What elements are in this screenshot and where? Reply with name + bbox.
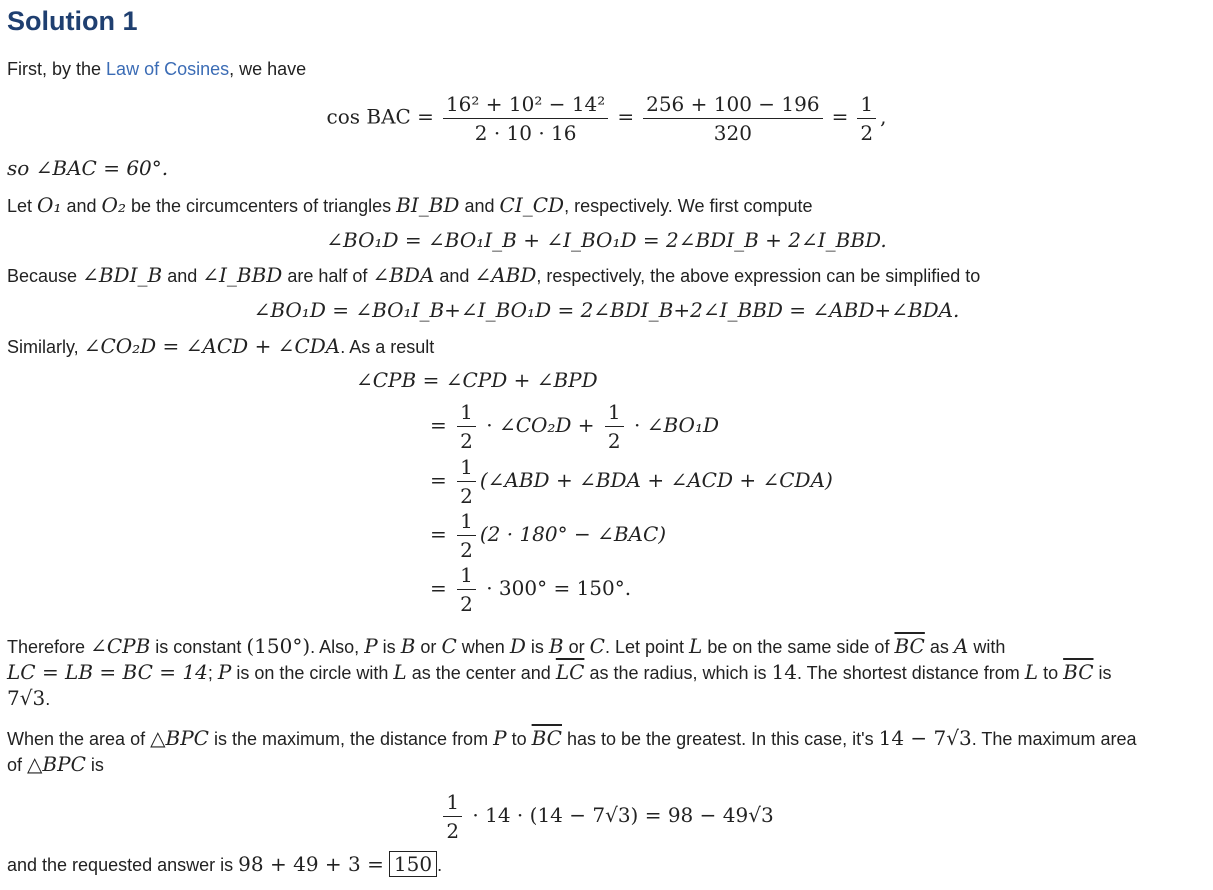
therefore-line-3 [7, 686, 50, 711]
math-span: LC = LB = BC = 14 [7, 660, 208, 684]
text-span: or [420, 637, 437, 657]
text-span: . Let point [604, 637, 685, 657]
fraction-numerator: 1 [457, 455, 476, 482]
text-span: When the area of [7, 729, 146, 749]
text-span: to [511, 729, 527, 749]
fraction-denominator: 2 [860, 121, 874, 145]
math-span: $\overline{BC}$ [1063, 660, 1094, 684]
math-span: O₂ [101, 193, 126, 217]
text-span: Let [7, 196, 33, 216]
text-span: or [568, 637, 585, 657]
equals-sign: = [430, 522, 447, 546]
text-span: is on the circle with [236, 663, 389, 683]
math-span: · 300° = 150°. [486, 576, 632, 600]
text-span: is the maximum, the distance from [213, 729, 489, 749]
fraction-numerator: 1 [443, 790, 462, 817]
math-span: (2 · 180° − ∠BAC) [479, 522, 667, 546]
math-span: 7√3 [7, 686, 46, 710]
math-span: A [953, 634, 969, 658]
text-span: is [1098, 663, 1112, 683]
max-area-line-1 [7, 726, 1136, 751]
text-span: when [461, 637, 505, 657]
math-span: P [364, 634, 378, 658]
text-span: of [7, 755, 23, 775]
math-span: △BPC [27, 752, 86, 776]
half-fraction [605, 400, 624, 453]
math-span: L [1024, 660, 1039, 684]
math-span: D [509, 634, 526, 658]
text-span: , respectively, the above expression can be simplified to [536, 266, 981, 286]
therefore-line-1 [7, 634, 1005, 659]
text-span: . The shortest distance from [797, 663, 1020, 683]
align-row-3 [430, 509, 666, 562]
fraction-numerator: 1 [457, 400, 476, 427]
fraction-denominator: 2 [460, 429, 473, 453]
align-row-4 [430, 563, 631, 616]
math-span: B [400, 634, 416, 658]
text-span: . Also, [310, 637, 360, 657]
math-span: L [689, 634, 703, 658]
text-span: has to be the greatest. In this case, it's [567, 729, 874, 749]
align-row-1: = $\frac{1}{2}$ · ∠CO₂D + $\frac{1}{2}$ · ∠BO₁D [430, 400, 720, 453]
math-span: $\overline{BC}$ [894, 634, 925, 658]
fraction-denominator: 2 [607, 429, 621, 453]
circumcenter-line [7, 193, 813, 218]
text-span: and the requested answer is [7, 855, 234, 875]
equals-sign: = [430, 413, 447, 437]
text-span: and [167, 266, 198, 286]
text-span: to [1043, 663, 1059, 683]
math-span: L [393, 660, 407, 684]
math-span: O₁ [37, 193, 62, 217]
text-span: , respectively. We first compute [564, 196, 813, 216]
math-span: $\overline{LC}$ [555, 660, 585, 684]
text-span: are half of [287, 266, 368, 286]
similarly-line [7, 334, 434, 359]
angle-equation-3: ∠BO₁D = ∠BO₁I_B+∠I_BO₁D = 2∠BDI_B+2∠I_BBD = ∠ABD+∠BDA. [253, 298, 960, 322]
math-span: C [441, 634, 457, 658]
fraction-numerator: 256 + 100 − 196 [643, 92, 822, 119]
math-span: (150°) [246, 634, 311, 658]
fraction-numerator: 1 [605, 400, 624, 427]
math-span: (∠ABD + ∠BDA + ∠ACD + ∠CDA) [479, 468, 833, 492]
equals-sign: = [831, 104, 849, 129]
equals-sign: = [430, 576, 447, 600]
fraction-denominator: 2 [460, 484, 473, 508]
text-span: is constant [155, 637, 242, 657]
text-span: . [437, 855, 443, 875]
half-fraction [457, 455, 476, 508]
fraction-denominator: 2 · 10 · 16 [474, 121, 577, 145]
solution-heading: Solution 1 [7, 6, 138, 36]
half-fraction [457, 563, 476, 616]
text-span: be on the same side of [707, 637, 890, 657]
text-span: and [66, 196, 97, 216]
math-span: ∠ABD [474, 263, 537, 287]
equals-sign: = [430, 468, 447, 492]
math-span: ∠CO₂D + [498, 413, 595, 437]
math-span: C [589, 634, 605, 658]
text-span: as the radius, which is [589, 663, 767, 683]
law-of-cosines-link[interactable]: Law of Cosines [106, 59, 230, 79]
math-span: BI_BD [396, 193, 460, 217]
math-span: ∠CO₂D = ∠ACD + ∠CDA [83, 334, 341, 358]
text-span: as the center and [411, 663, 551, 683]
equation-comma: , [880, 104, 887, 129]
math-span: P [493, 726, 507, 750]
math-span: ∠I_BBD [202, 263, 283, 287]
angle-equation-2: ∠BO₁D = ∠BO₁I_B + ∠I_BO₁D = 2∠BDI_B + 2∠I_BBD. [326, 228, 887, 252]
intro-prefix: First, by the [7, 59, 102, 79]
cosine-fraction-2 [643, 92, 822, 145]
cosine-lhs: cos BAC = [326, 104, 434, 129]
text-span: is [90, 755, 104, 775]
math-span: 14 − 7√3 [878, 726, 972, 750]
text-span: . The maximum area [971, 729, 1137, 749]
half-fraction [457, 509, 476, 562]
text-span: with [973, 637, 1006, 657]
fraction-denominator: 2 [446, 819, 460, 843]
therefore-line-2 [7, 660, 1112, 685]
intro-suffix: , we have [229, 59, 307, 79]
cosine-equation [0, 92, 1213, 145]
half-fraction [443, 790, 462, 843]
math-span: 14 [771, 660, 797, 684]
answer-line [7, 852, 442, 877]
text-span: . [45, 689, 51, 709]
math-span: $\overline{BC}$ [531, 726, 562, 750]
math-span: △BPC [150, 726, 209, 750]
cosine-fraction-1 [443, 92, 608, 145]
fraction-numerator: 1 [457, 509, 476, 536]
fraction-denominator: 320 [713, 121, 752, 145]
max-area-equation [0, 790, 1213, 843]
because-line [7, 263, 980, 288]
half-fraction [457, 400, 476, 453]
fraction-denominator: 2 [460, 592, 473, 616]
align-row-0: ∠CPB = ∠CPD + ∠BPD [356, 368, 598, 392]
math-span: 98 + 49 + 3 = [238, 852, 384, 876]
math-span: ∠BDI_B [82, 263, 163, 287]
angle-result-line: so ∠BAC = 60°. [7, 156, 169, 180]
fraction-denominator: 2 [460, 538, 473, 562]
text-span: be the circumcenters of triangles [130, 196, 392, 216]
math-span: ∠CPB [90, 634, 151, 658]
cosine-fraction-3 [857, 92, 876, 145]
align-row-2 [430, 455, 833, 508]
text-span: Because [7, 266, 78, 286]
text-span: is [382, 637, 396, 657]
text-span: as [929, 637, 949, 657]
intro-line [7, 57, 306, 81]
math-span: CI_CD [499, 193, 565, 217]
fraction-numerator: 1 [857, 92, 876, 119]
fraction-numerator: 1 [457, 563, 476, 590]
equals-sign: = [617, 104, 635, 129]
text-span: ; [207, 663, 213, 683]
fraction-numerator: 16² + 10² − 14² [443, 92, 608, 119]
text-span: Therefore [7, 637, 86, 657]
boxed-answer: 150 [389, 851, 437, 877]
math-span: ∠BO₁D [646, 413, 720, 437]
math-span: · 14 · (14 − 7√3) = 98 − 49√3 [472, 803, 774, 827]
text-span: and [464, 196, 495, 216]
text-span: Similarly, [7, 337, 79, 357]
text-span: and [439, 266, 470, 286]
math-span: P [217, 660, 232, 684]
text-span: . As a result [340, 337, 435, 357]
math-span: B [548, 634, 564, 658]
max-area-line-2 [7, 752, 104, 777]
text-span: is [530, 637, 544, 657]
math-span: ∠BDA [372, 263, 435, 287]
